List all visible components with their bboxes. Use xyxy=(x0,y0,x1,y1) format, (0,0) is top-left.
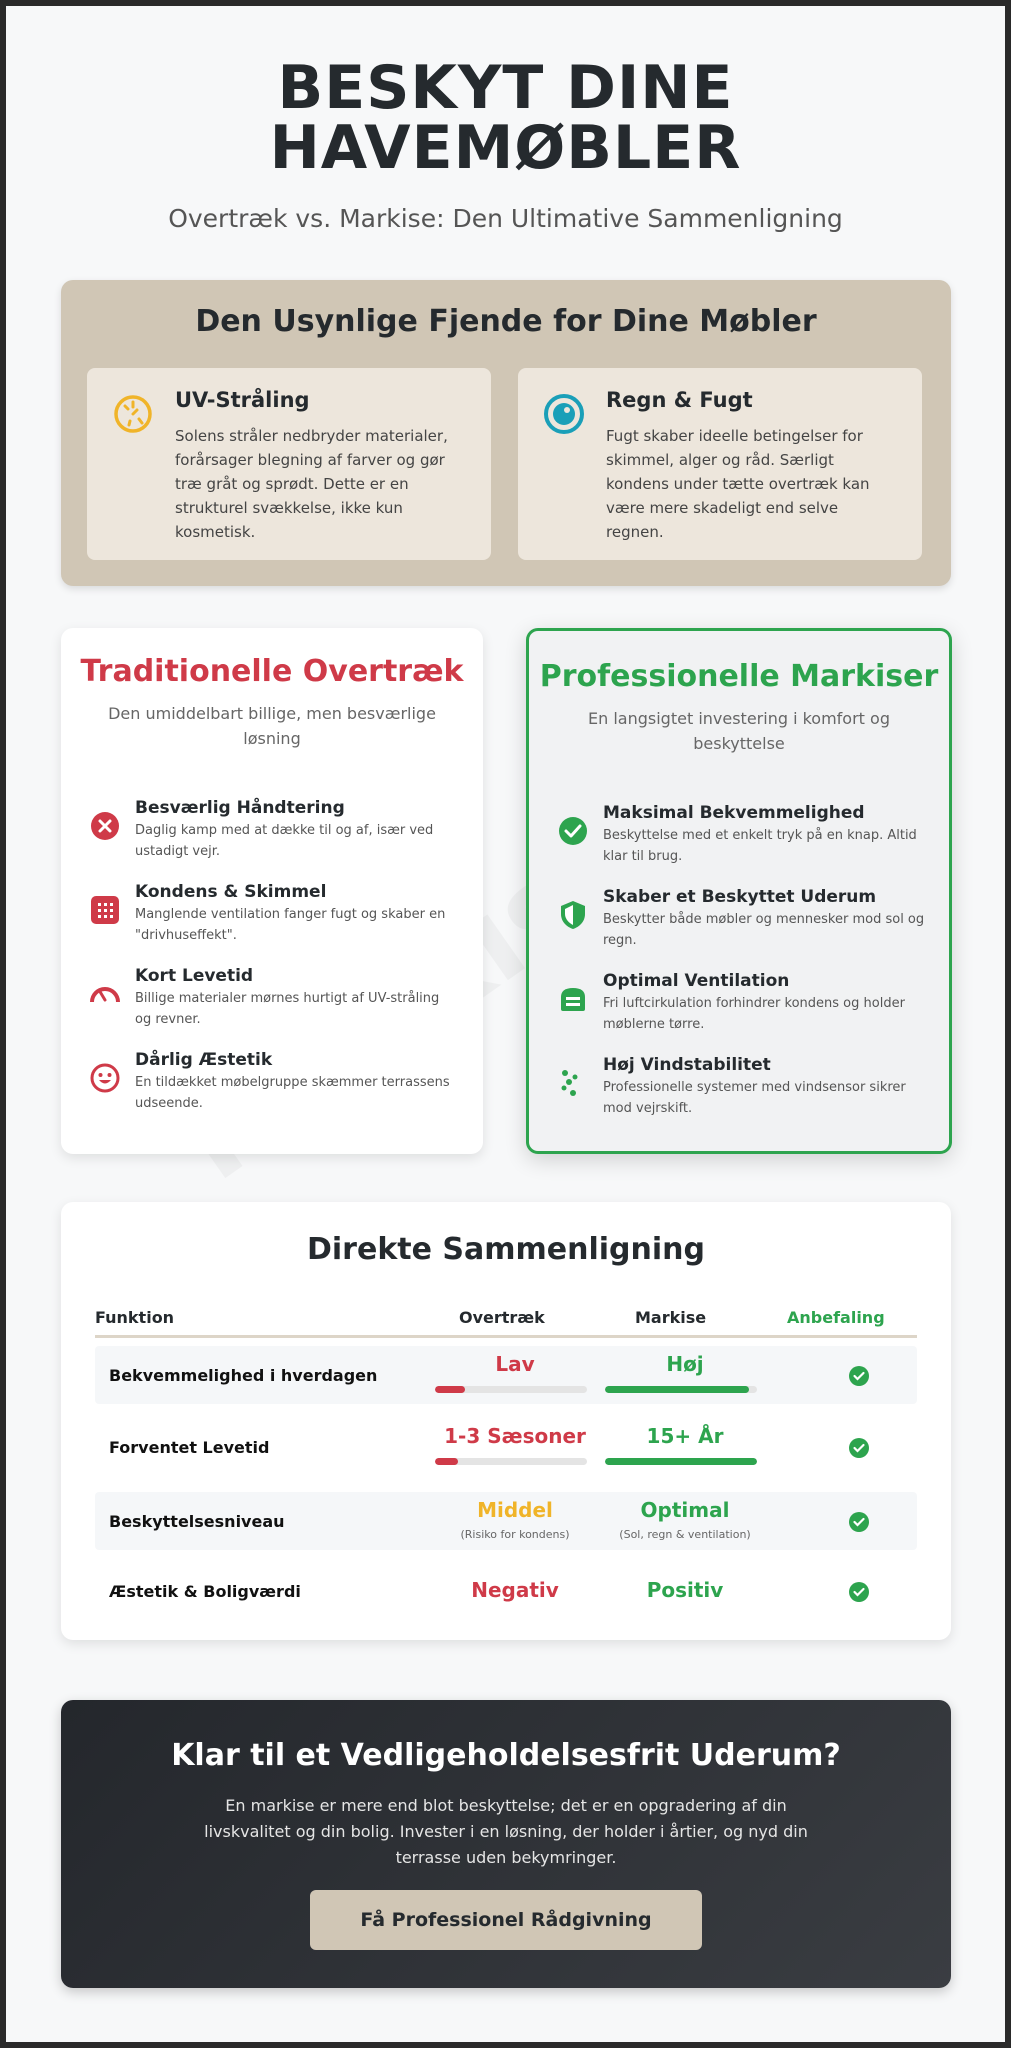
title-line-1: BESKYT DINE xyxy=(277,53,734,123)
feature-title: Maksimal Bekvemmelighed xyxy=(603,803,865,823)
cover-value: Negativ xyxy=(471,1578,559,1602)
awning-level-bar xyxy=(605,1458,757,1465)
check-icon xyxy=(849,1438,869,1458)
feature-title: Optimal Ventilation xyxy=(603,971,790,991)
header-cover: Overtræk xyxy=(459,1308,545,1327)
covers-column xyxy=(61,628,483,1154)
check-icon xyxy=(849,1582,869,1602)
check-icon xyxy=(849,1512,869,1532)
check-icon xyxy=(849,1366,869,1386)
feature-text: Daglig kamp med at dække til og af, især ved ustadigt vejr. xyxy=(135,823,434,859)
threat-card-rain xyxy=(518,368,922,560)
page xyxy=(6,6,1005,2042)
cover-note: (Risiko for kondens) xyxy=(460,1528,570,1541)
threat-card-title: UV-Stråling xyxy=(175,388,310,412)
gauge-icon xyxy=(89,978,121,1010)
feature-title: Høj Vindstabilitet xyxy=(603,1055,771,1075)
header-awning: Markise xyxy=(635,1308,707,1327)
awnings-feature xyxy=(557,1055,927,1119)
awning-value: Høj xyxy=(666,1352,704,1376)
row-label: Forventet Levetid xyxy=(109,1438,270,1457)
table-row xyxy=(95,1418,917,1476)
water-drop-icon xyxy=(542,392,586,436)
awning-value: Positiv xyxy=(646,1578,724,1602)
awnings-feature xyxy=(557,887,927,951)
grid-icon xyxy=(89,894,121,926)
comparison-table-header xyxy=(95,1302,917,1338)
threat-card-title: Regn & Fugt xyxy=(606,388,753,412)
covers-title: Traditionelle Overtræk xyxy=(80,654,464,689)
header-recommendation: Anbefaling xyxy=(787,1308,885,1327)
row-label: Bekvemmelighed i hverdagen xyxy=(109,1366,378,1385)
awning-value: 15+ År xyxy=(646,1424,724,1448)
awnings-column xyxy=(526,628,952,1154)
row-label: Beskyttelsesniveau xyxy=(109,1512,285,1531)
threat-section xyxy=(61,280,951,586)
cover-level-bar xyxy=(435,1458,587,1465)
covers-feature xyxy=(89,798,459,862)
covers-tagline: Den umiddelbart billige, men besværlige løsning xyxy=(108,704,436,748)
ventilation-icon xyxy=(557,983,589,1015)
cta-section xyxy=(61,1700,951,1988)
covers-feature xyxy=(89,1050,459,1114)
feature-text: Professionelle systemer med vindsensor sikrer mod vejrskift. xyxy=(603,1080,906,1116)
table-row xyxy=(95,1562,917,1620)
cover-value: Middel xyxy=(477,1498,553,1522)
get-advice-button[interactable]: Få Professionel Rådgivning xyxy=(310,1890,702,1950)
awnings-feature xyxy=(557,971,927,1035)
feature-title: Besværlig Håndtering xyxy=(135,798,345,818)
table-row xyxy=(95,1346,917,1404)
awnings-title: Professionelle Markiser xyxy=(539,659,939,694)
awning-value: Optimal xyxy=(640,1498,730,1522)
feature-title: Dårlig Æstetik xyxy=(135,1050,273,1070)
header-feature: Funktion xyxy=(95,1308,175,1327)
feature-title: Skaber et Beskyttet Uderum xyxy=(603,887,877,907)
comparison-section xyxy=(61,1202,951,1640)
wind-icon xyxy=(557,1067,589,1099)
awning-level-bar xyxy=(605,1386,757,1393)
feature-title: Kort Levetid xyxy=(135,966,254,986)
check-circle-icon xyxy=(557,815,589,847)
cta-title: Klar til et Vedligeholdelsesfrit Uderum? xyxy=(171,1738,841,1773)
cover-value: 1-3 Sæsoner xyxy=(444,1424,586,1448)
threat-card-uv xyxy=(87,368,491,560)
feature-text: Billige materialer mørnes hurtigt af UV-stråling og revner. xyxy=(135,991,440,1027)
feature-text: En tildækket møbelgruppe skæmmer terrassens udseende. xyxy=(135,1075,450,1111)
feature-title: Kondens & Skimmel xyxy=(135,882,327,902)
page-subtitle: Overtræk vs. Markise: Den Ultimative Sammenligning xyxy=(168,204,843,233)
threat-title: Den Usynlige Fjende for Dine Møbler xyxy=(195,304,817,339)
row-label: Æstetik & Boligværdi xyxy=(109,1582,301,1601)
feature-text: Fri luftcirkulation forhindrer kondens og holder møblerne tørre. xyxy=(603,996,905,1032)
page-title xyxy=(6,53,1005,183)
covers-feature xyxy=(89,966,459,1030)
comparison-title: Direkte Sammenligning xyxy=(307,1232,705,1267)
sun-icon xyxy=(111,392,155,436)
threat-card-text: Solens stråler nedbryder materialer, forårsager blegning af farver og gør træ gråt og sprødt. Dette er en strukturel svækkelse, ikke kun kosmetisk. xyxy=(175,427,448,541)
table-row xyxy=(95,1492,917,1550)
awning-note: (Sol, regn & ventilation) xyxy=(619,1528,751,1541)
shield-icon xyxy=(557,899,589,931)
awnings-tagline: En langsigtet investering i komfort og beskyttelse xyxy=(588,709,890,753)
feature-text: Beskytter både møbler og mennesker mod sol og regn. xyxy=(603,912,925,948)
covers-feature xyxy=(89,882,459,946)
smiley-icon xyxy=(89,1062,121,1094)
cover-value: Lav xyxy=(495,1352,535,1376)
cta-text: En markise er mere end blot beskyttelse; det er en opgradering af din livskvalitet og din bolig. Invester i en løsning, der holder i årtier, og nyd din terrasse uden bekymringer. xyxy=(204,1796,808,1867)
cover-level-bar xyxy=(435,1386,587,1393)
threat-card-text: Fugt skaber ideelle betingelser for skimmel, alger og råd. Særligt kondens under tætte overtræk kan være mere skadeligt end selve regnen. xyxy=(606,427,870,541)
feature-text: Manglende ventilation fanger fugt og skaber en "drivhuseffekt". xyxy=(135,907,446,943)
hero xyxy=(6,53,1005,233)
title-line-2: HAVEMØBLER xyxy=(269,113,742,183)
x-circle-icon xyxy=(89,810,121,842)
feature-text: Beskyttelse med et enkelt tryk på en knap. Altid klar til brug. xyxy=(603,828,917,864)
awnings-feature xyxy=(557,803,927,867)
